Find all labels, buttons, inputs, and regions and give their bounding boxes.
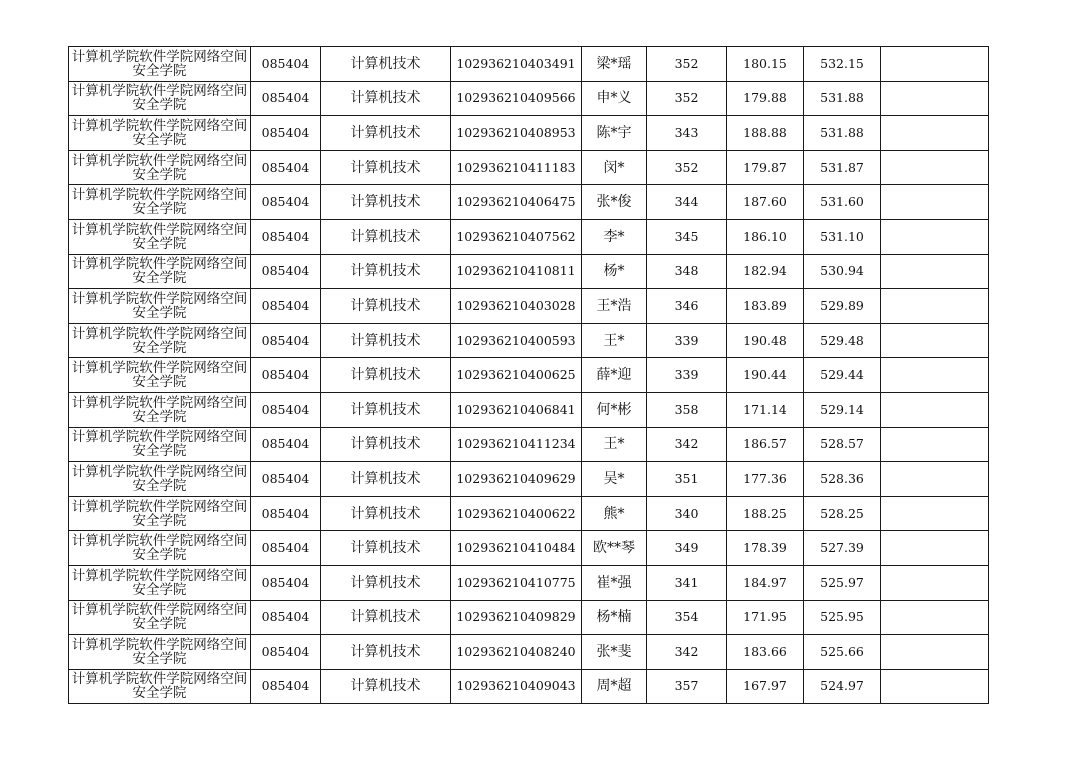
initial-score-cell: 344 bbox=[647, 185, 727, 220]
remark-cell bbox=[881, 150, 989, 185]
exam-number-cell: 102936210400625 bbox=[451, 358, 582, 393]
exam-number-cell: 102936210403028 bbox=[451, 289, 582, 324]
remark-cell bbox=[881, 531, 989, 566]
college-cell: 计算机学院软件学院网络空间安全学院 bbox=[69, 150, 251, 185]
total-score-cell: 531.10 bbox=[804, 219, 881, 254]
college-cell: 计算机学院软件学院网络空间安全学院 bbox=[69, 254, 251, 289]
major-name-cell: 计算机技术 bbox=[321, 392, 451, 427]
candidate-name-cell: 梁*瑶 bbox=[582, 47, 647, 82]
remark-cell bbox=[881, 565, 989, 600]
table-row bbox=[69, 81, 989, 116]
retest-score-cell: 187.60 bbox=[727, 185, 804, 220]
major-code-cell: 085404 bbox=[251, 289, 321, 324]
major-name-cell: 计算机技术 bbox=[321, 565, 451, 600]
major-name-cell: 计算机技术 bbox=[321, 150, 451, 185]
initial-score-cell: 357 bbox=[647, 669, 727, 704]
exam-number-cell: 102936210409629 bbox=[451, 462, 582, 497]
retest-score-cell: 190.48 bbox=[727, 323, 804, 358]
retest-score-cell: 188.88 bbox=[727, 116, 804, 151]
major-code-cell: 085404 bbox=[251, 392, 321, 427]
table-body bbox=[69, 47, 989, 704]
major-name-cell: 计算机技术 bbox=[321, 669, 451, 704]
college-cell: 计算机学院软件学院网络空间安全学院 bbox=[69, 358, 251, 393]
candidate-name-cell: 何*彬 bbox=[582, 392, 647, 427]
table-row bbox=[69, 531, 989, 566]
retest-score-cell: 186.10 bbox=[727, 219, 804, 254]
table-row bbox=[69, 392, 989, 427]
college-cell: 计算机学院软件学院网络空间安全学院 bbox=[69, 116, 251, 151]
total-score-cell: 530.94 bbox=[804, 254, 881, 289]
major-name-cell: 计算机技术 bbox=[321, 323, 451, 358]
retest-score-cell: 184.97 bbox=[727, 565, 804, 600]
major-code-cell: 085404 bbox=[251, 47, 321, 82]
initial-score-cell: 351 bbox=[647, 462, 727, 497]
major-code-cell: 085404 bbox=[251, 669, 321, 704]
major-code-cell: 085404 bbox=[251, 531, 321, 566]
college-cell: 计算机学院软件学院网络空间安全学院 bbox=[69, 669, 251, 704]
remark-cell bbox=[881, 289, 989, 324]
major-name-cell: 计算机技术 bbox=[321, 635, 451, 670]
college-cell: 计算机学院软件学院网络空间安全学院 bbox=[69, 496, 251, 531]
retest-score-cell: 178.39 bbox=[727, 531, 804, 566]
total-score-cell: 529.44 bbox=[804, 358, 881, 393]
table-row bbox=[69, 496, 989, 531]
initial-score-cell: 341 bbox=[647, 565, 727, 600]
exam-number-cell: 102936210400593 bbox=[451, 323, 582, 358]
initial-score-cell: 352 bbox=[647, 81, 727, 116]
college-cell: 计算机学院软件学院网络空间安全学院 bbox=[69, 289, 251, 324]
remark-cell bbox=[881, 462, 989, 497]
remark-cell bbox=[881, 47, 989, 82]
college-cell: 计算机学院软件学院网络空间安全学院 bbox=[69, 323, 251, 358]
candidate-name-cell: 王*浩 bbox=[582, 289, 647, 324]
table-row bbox=[69, 635, 989, 670]
table-row bbox=[69, 600, 989, 635]
exam-number-cell: 102936210408240 bbox=[451, 635, 582, 670]
major-code-cell: 085404 bbox=[251, 254, 321, 289]
table-row bbox=[69, 219, 989, 254]
retest-score-cell: 171.14 bbox=[727, 392, 804, 427]
table-row bbox=[69, 150, 989, 185]
major-name-cell: 计算机技术 bbox=[321, 289, 451, 324]
exam-number-cell: 102936210410484 bbox=[451, 531, 582, 566]
total-score-cell: 532.15 bbox=[804, 47, 881, 82]
remark-cell bbox=[881, 392, 989, 427]
college-cell: 计算机学院软件学院网络空间安全学院 bbox=[69, 81, 251, 116]
total-score-cell: 531.88 bbox=[804, 81, 881, 116]
major-name-cell: 计算机技术 bbox=[321, 81, 451, 116]
total-score-cell: 525.66 bbox=[804, 635, 881, 670]
table-row bbox=[69, 462, 989, 497]
candidate-name-cell: 王* bbox=[582, 323, 647, 358]
candidate-name-cell: 闵* bbox=[582, 150, 647, 185]
retest-score-cell: 167.97 bbox=[727, 669, 804, 704]
college-cell: 计算机学院软件学院网络空间安全学院 bbox=[69, 392, 251, 427]
total-score-cell: 525.97 bbox=[804, 565, 881, 600]
candidate-name-cell: 欧**琴 bbox=[582, 531, 647, 566]
exam-number-cell: 102936210403491 bbox=[451, 47, 582, 82]
retest-score-cell: 182.94 bbox=[727, 254, 804, 289]
major-name-cell: 计算机技术 bbox=[321, 219, 451, 254]
exam-number-cell: 102936210406841 bbox=[451, 392, 582, 427]
initial-score-cell: 339 bbox=[647, 323, 727, 358]
candidate-name-cell: 陈*宇 bbox=[582, 116, 647, 151]
major-code-cell: 085404 bbox=[251, 462, 321, 497]
table-row bbox=[69, 565, 989, 600]
major-code-cell: 085404 bbox=[251, 358, 321, 393]
major-name-cell: 计算机技术 bbox=[321, 600, 451, 635]
initial-score-cell: 346 bbox=[647, 289, 727, 324]
remark-cell bbox=[881, 600, 989, 635]
retest-score-cell: 183.66 bbox=[727, 635, 804, 670]
major-code-cell: 085404 bbox=[251, 600, 321, 635]
candidate-name-cell: 王* bbox=[582, 427, 647, 462]
retest-score-cell: 190.44 bbox=[727, 358, 804, 393]
table-row bbox=[69, 323, 989, 358]
table-row bbox=[69, 47, 989, 82]
total-score-cell: 531.60 bbox=[804, 185, 881, 220]
initial-score-cell: 342 bbox=[647, 635, 727, 670]
total-score-cell: 528.57 bbox=[804, 427, 881, 462]
major-name-cell: 计算机技术 bbox=[321, 358, 451, 393]
remark-cell bbox=[881, 358, 989, 393]
remark-cell bbox=[881, 254, 989, 289]
remark-cell bbox=[881, 496, 989, 531]
total-score-cell: 531.88 bbox=[804, 116, 881, 151]
candidate-name-cell: 杨*楠 bbox=[582, 600, 647, 635]
exam-number-cell: 102936210409043 bbox=[451, 669, 582, 704]
major-name-cell: 计算机技术 bbox=[321, 462, 451, 497]
initial-score-cell: 349 bbox=[647, 531, 727, 566]
major-name-cell: 计算机技术 bbox=[321, 531, 451, 566]
remark-cell bbox=[881, 219, 989, 254]
major-code-cell: 085404 bbox=[251, 116, 321, 151]
table-row bbox=[69, 427, 989, 462]
remark-cell bbox=[881, 669, 989, 704]
candidate-name-cell: 吴* bbox=[582, 462, 647, 497]
retest-score-cell: 179.88 bbox=[727, 81, 804, 116]
remark-cell bbox=[881, 81, 989, 116]
major-code-cell: 085404 bbox=[251, 323, 321, 358]
candidate-name-cell: 崔*强 bbox=[582, 565, 647, 600]
exam-number-cell: 102936210411183 bbox=[451, 150, 582, 185]
table-row bbox=[69, 185, 989, 220]
remark-cell bbox=[881, 635, 989, 670]
college-cell: 计算机学院软件学院网络空间安全学院 bbox=[69, 635, 251, 670]
table-row bbox=[69, 289, 989, 324]
admission-score-table bbox=[68, 46, 989, 704]
retest-score-cell: 177.36 bbox=[727, 462, 804, 497]
total-score-cell: 529.48 bbox=[804, 323, 881, 358]
remark-cell bbox=[881, 323, 989, 358]
college-cell: 计算机学院软件学院网络空间安全学院 bbox=[69, 565, 251, 600]
major-name-cell: 计算机技术 bbox=[321, 427, 451, 462]
exam-number-cell: 102936210410775 bbox=[451, 565, 582, 600]
initial-score-cell: 345 bbox=[647, 219, 727, 254]
exam-number-cell: 102936210407562 bbox=[451, 219, 582, 254]
major-name-cell: 计算机技术 bbox=[321, 116, 451, 151]
major-name-cell: 计算机技术 bbox=[321, 496, 451, 531]
exam-number-cell: 102936210400622 bbox=[451, 496, 582, 531]
initial-score-cell: 352 bbox=[647, 150, 727, 185]
initial-score-cell: 352 bbox=[647, 47, 727, 82]
major-code-cell: 085404 bbox=[251, 427, 321, 462]
exam-number-cell: 102936210409566 bbox=[451, 81, 582, 116]
exam-number-cell: 102936210409829 bbox=[451, 600, 582, 635]
total-score-cell: 528.25 bbox=[804, 496, 881, 531]
exam-number-cell: 102936210408953 bbox=[451, 116, 582, 151]
major-code-cell: 085404 bbox=[251, 635, 321, 670]
remark-cell bbox=[881, 427, 989, 462]
major-code-cell: 085404 bbox=[251, 565, 321, 600]
total-score-cell: 524.97 bbox=[804, 669, 881, 704]
retest-score-cell: 179.87 bbox=[727, 150, 804, 185]
college-cell: 计算机学院软件学院网络空间安全学院 bbox=[69, 462, 251, 497]
candidate-name-cell: 熊* bbox=[582, 496, 647, 531]
total-score-cell: 531.87 bbox=[804, 150, 881, 185]
college-cell: 计算机学院软件学院网络空间安全学院 bbox=[69, 600, 251, 635]
remark-cell bbox=[881, 185, 989, 220]
total-score-cell: 529.14 bbox=[804, 392, 881, 427]
college-cell: 计算机学院软件学院网络空间安全学院 bbox=[69, 427, 251, 462]
total-score-cell: 529.89 bbox=[804, 289, 881, 324]
candidate-name-cell: 李* bbox=[582, 219, 647, 254]
initial-score-cell: 342 bbox=[647, 427, 727, 462]
table-row bbox=[69, 669, 989, 704]
initial-score-cell: 339 bbox=[647, 358, 727, 393]
initial-score-cell: 358 bbox=[647, 392, 727, 427]
retest-score-cell: 183.89 bbox=[727, 289, 804, 324]
table-row bbox=[69, 358, 989, 393]
table-row bbox=[69, 254, 989, 289]
total-score-cell: 528.36 bbox=[804, 462, 881, 497]
retest-score-cell: 186.57 bbox=[727, 427, 804, 462]
table-row bbox=[69, 116, 989, 151]
major-name-cell: 计算机技术 bbox=[321, 185, 451, 220]
major-code-cell: 085404 bbox=[251, 219, 321, 254]
major-name-cell: 计算机技术 bbox=[321, 47, 451, 82]
initial-score-cell: 348 bbox=[647, 254, 727, 289]
initial-score-cell: 340 bbox=[647, 496, 727, 531]
retest-score-cell: 171.95 bbox=[727, 600, 804, 635]
exam-number-cell: 102936210411234 bbox=[451, 427, 582, 462]
college-cell: 计算机学院软件学院网络空间安全学院 bbox=[69, 185, 251, 220]
initial-score-cell: 343 bbox=[647, 116, 727, 151]
remark-cell bbox=[881, 116, 989, 151]
major-code-cell: 085404 bbox=[251, 150, 321, 185]
candidate-name-cell: 薛*迎 bbox=[582, 358, 647, 393]
exam-number-cell: 102936210410811 bbox=[451, 254, 582, 289]
major-code-cell: 085404 bbox=[251, 496, 321, 531]
major-name-cell: 计算机技术 bbox=[321, 254, 451, 289]
candidate-name-cell: 杨* bbox=[582, 254, 647, 289]
major-code-cell: 085404 bbox=[251, 81, 321, 116]
total-score-cell: 527.39 bbox=[804, 531, 881, 566]
college-cell: 计算机学院软件学院网络空间安全学院 bbox=[69, 531, 251, 566]
candidate-name-cell: 张*斐 bbox=[582, 635, 647, 670]
candidate-name-cell: 申*义 bbox=[582, 81, 647, 116]
retest-score-cell: 188.25 bbox=[727, 496, 804, 531]
college-cell: 计算机学院软件学院网络空间安全学院 bbox=[69, 219, 251, 254]
candidate-name-cell: 周*超 bbox=[582, 669, 647, 704]
total-score-cell: 525.95 bbox=[804, 600, 881, 635]
candidate-name-cell: 张*俊 bbox=[582, 185, 647, 220]
major-code-cell: 085404 bbox=[251, 185, 321, 220]
initial-score-cell: 354 bbox=[647, 600, 727, 635]
college-cell: 计算机学院软件学院网络空间安全学院 bbox=[69, 47, 251, 82]
exam-number-cell: 102936210406475 bbox=[451, 185, 582, 220]
retest-score-cell: 180.15 bbox=[727, 47, 804, 82]
